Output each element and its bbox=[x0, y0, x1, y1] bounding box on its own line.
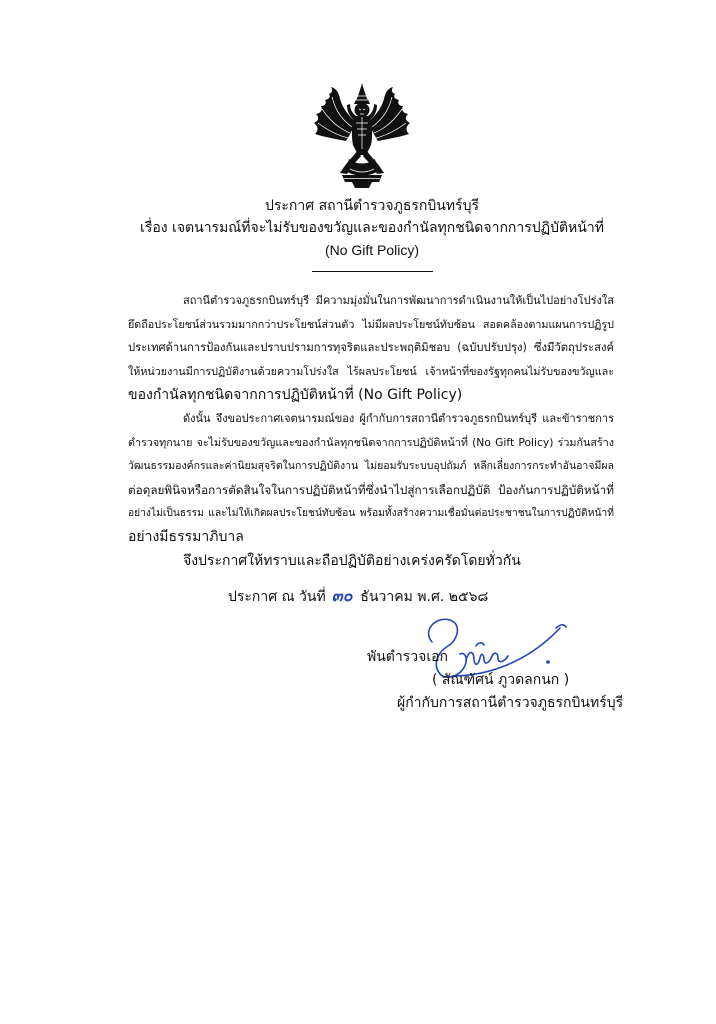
paragraph-2-line: อย่างไม่เป็นธรรม และไม่ให้เกิดผลประโยชน์ทับซ้อน พร้อมทั้งสร้างความเชื่อมั่นต่อประชาชนในการปฏิบัติหน้าที่ bbox=[128, 507, 614, 520]
paragraph-2-line: ตำรวจทุกนาย จะไม่รับของขวัญและของกำนัลทุกชนิดจากการปฏิบัติหน้าที่ (No Gift Policy) ร่วมกันสร้าง bbox=[128, 435, 614, 449]
date-prefix: ประกาศ ณ วันที่ bbox=[228, 589, 326, 605]
paragraph-2-line: อย่างมีธรรมาภิบาล bbox=[128, 529, 244, 545]
paragraph-1-line: ยึดถือประโยชน์ส่วนรวมมากกว่าประโยชน์ส่วนตัว ไม่มีผลประโยชน์ทับซ้อน สอดคล้องตามแผนการปฏิรูป bbox=[128, 317, 614, 331]
paragraph-2-line: วัฒนธรรมองค์กรและค่านิยมสุจริตในการปฏิบัติงาน ไม่ยอมรับระบบอุปถัมภ์ หลีกเลี่ยงการกระทำอันอาจมีผล bbox=[128, 460, 614, 473]
paragraph-2-line: ดังนั้น จึงขอประกาศเจตนารมณ์ของ ผู้กำกับการสถานีตำรวจภูธรกบินทร์บุรี และข้าราชการ bbox=[183, 412, 614, 425]
paragraph-1-line: ของกำนัลทุกชนิดจากการปฏิบัติหน้าที่ (No Gift Policy) bbox=[128, 387, 463, 404]
paragraph-1-line: ให้หน่วยงานมีการปฏิบัติงานด้วยความโปร่งใส ไร้ผลประโยชน์ เจ้าหน้าที่ของรัฐทุกคนไม่รับของขวัญและ bbox=[128, 364, 614, 378]
paragraph-1-line: สถานีตำรวจภูธรกบินทร์บุรี มีความมุ่งมั่นในการพัฒนาการดำเนินงานให้เป็นไปอย่างโปร่งใส bbox=[183, 294, 614, 307]
garuda-emblem-icon bbox=[312, 83, 412, 189]
paragraph-3-line: จึงประกาศให้ทราบและถือปฏิบัติอย่างเคร่งครัดโดยทั่วกัน bbox=[183, 552, 521, 569]
paragraph-2-line: ต่อดุลยพินิจหรือการตัดสินใจในการปฏิบัติหน้าที่ซึ่งนำไปสู่การเลือกปฏิบัติ ป้องกันการปฏิบัติหน้าที่ bbox=[128, 482, 614, 497]
date-month-year: ธันวาคม พ.ศ. ๒๕๖๘ bbox=[360, 589, 489, 605]
signer-rank: พันตำรวจเอก bbox=[367, 649, 449, 665]
heading-subject: เรื่อง เจตนารมณ์ที่จะไม่รับของขวัญและของกำนัลทุกชนิดจากการปฏิบัติหน้าที่ bbox=[140, 220, 604, 236]
signer-name: ( สัณฑัศน์ ภูวดลกนก ) bbox=[432, 672, 570, 688]
paragraph-1-line: ประเทศด้านการป้องกันและปราบปรามการทุจริตและประพฤติมิชอบ (ฉบับปรับปรุง) ซึ่งมีวัตถุประสงค์ bbox=[128, 341, 614, 355]
heading-policy-name: (No Gift Policy) bbox=[324, 242, 420, 258]
handwritten-day: ๓๐ bbox=[331, 586, 353, 605]
heading-rule bbox=[312, 271, 433, 272]
announcement-date bbox=[228, 586, 488, 607]
heading-title: ประกาศ สถานีตำรวจภูธรกบินทร์บุรี bbox=[265, 198, 479, 214]
signer-position: ผู้กำกับการสถานีตำรวจภูธรกบินทร์บุรี bbox=[397, 695, 624, 711]
